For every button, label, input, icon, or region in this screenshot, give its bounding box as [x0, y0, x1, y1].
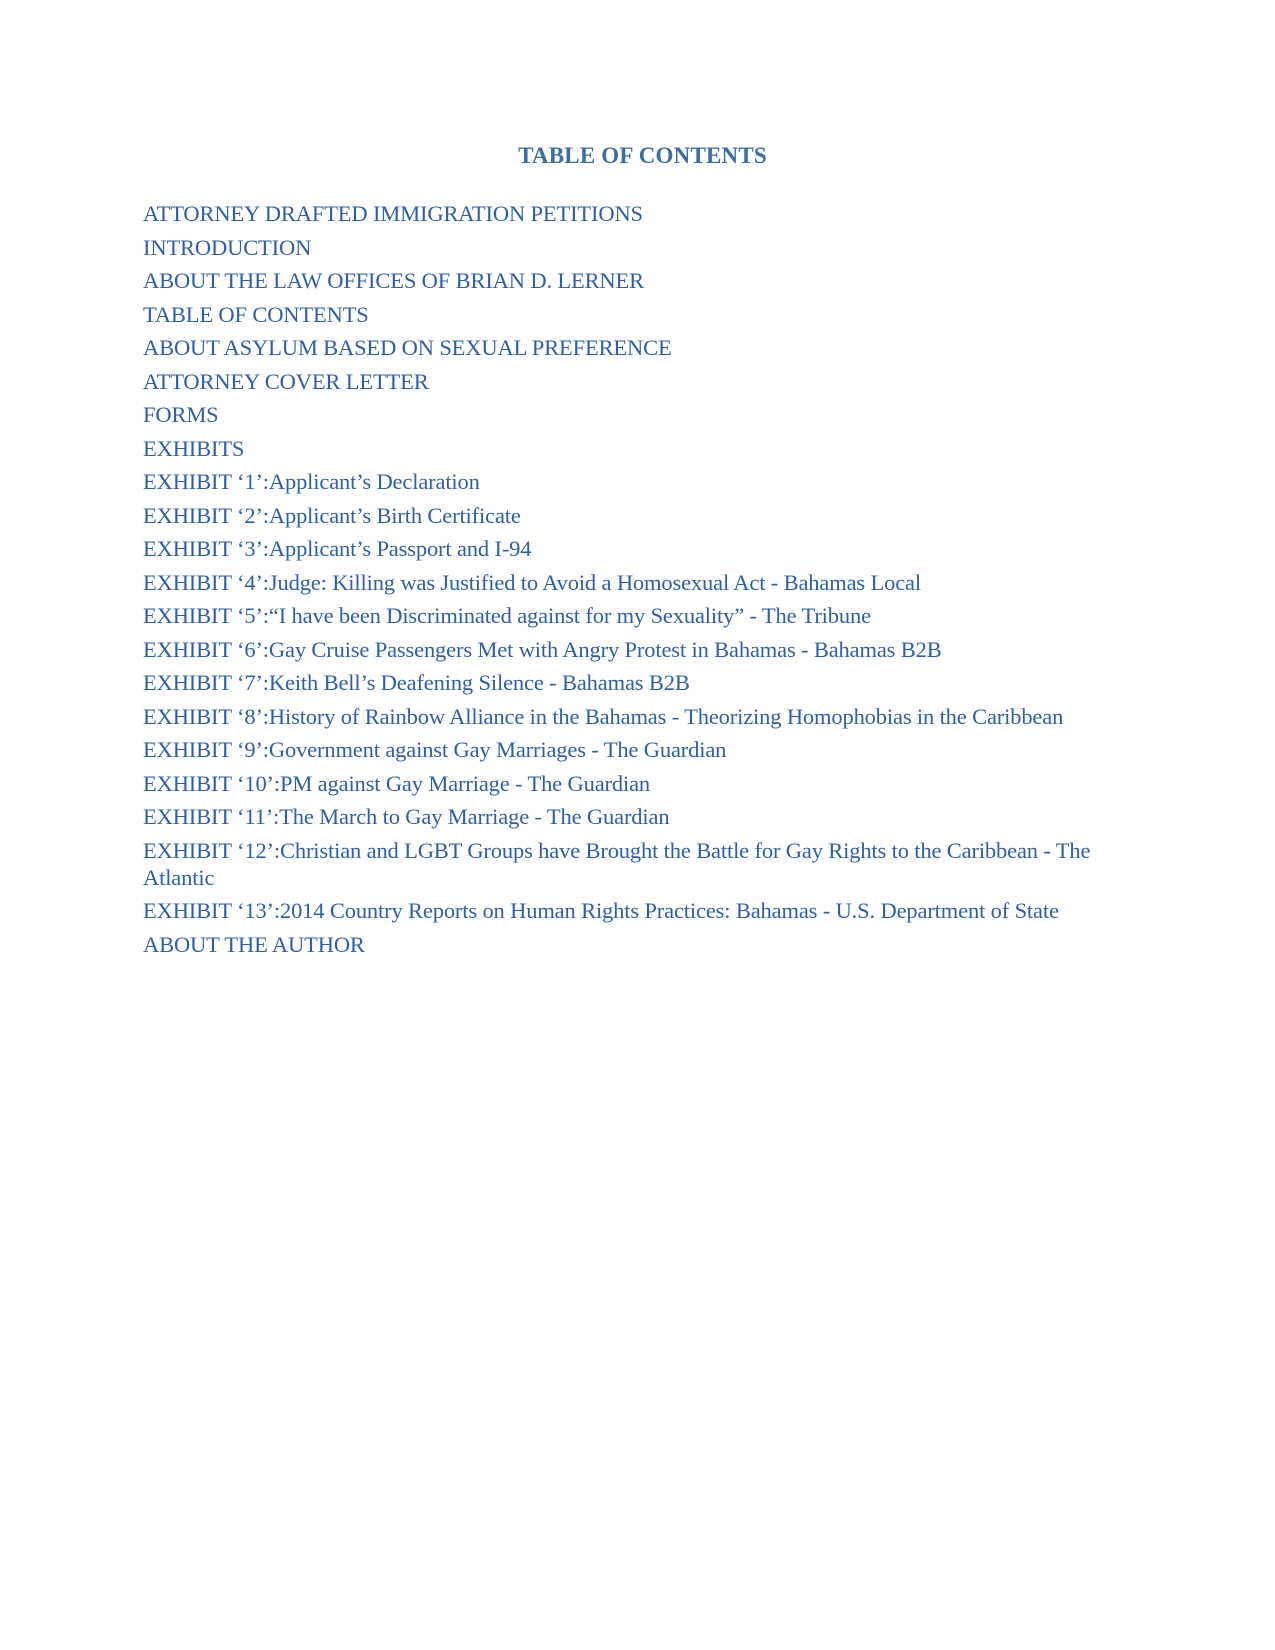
toc-link-forms[interactable]: FORMS	[143, 402, 219, 427]
toc-link-exhibit-13[interactable]: EXHIBIT ‘13’:2014 Country Reports on Human Rights Practices: Bahamas - U.S. Department of State	[143, 898, 1059, 923]
toc-link-exhibit-11[interactable]: EXHIBIT ‘11’:The March to Gay Marriage - The Guardian	[143, 804, 670, 829]
toc-link-exhibit-10[interactable]: EXHIBIT ‘10’:PM against Gay Marriage - The Guardian	[143, 770, 651, 796]
toc-link-about-asylum[interactable]: ABOUT ASYLUM BASED ON SEXUAL PREFERENCE	[143, 335, 672, 360]
toc-link-exhibit-3[interactable]: EXHIBIT ‘3’:Applicant’s Passport and I-94	[143, 536, 532, 561]
toc-link-about-the-author[interactable]: ABOUT THE AUTHOR	[143, 931, 365, 957]
toc-link-exhibit-1[interactable]: EXHIBIT ‘1’:Applicant’s Declaration	[143, 469, 480, 494]
toc-link-introduction[interactable]: INTRODUCTION	[143, 234, 312, 260]
toc-link-exhibit-6[interactable]: EXHIBIT ‘6’:Gay Cruise Passengers Met with Angry Protest in Bahamas - Bahamas B2B	[143, 636, 942, 662]
toc-link-exhibit-12[interactable]: EXHIBIT ‘12’:Christian and LGBT Groups have Brought the Battle for Gay Rights to the Caribbean - The Atlantic	[143, 837, 1091, 890]
toc-link-about-law-offices[interactable]: ABOUT THE LAW OFFICES OF BRIAN D. LERNER	[143, 268, 644, 293]
toc-link-exhibit-4[interactable]: EXHIBIT ‘4’:Judge: Killing was Justified to Avoid a Homosexual Act - Bahamas Local	[143, 569, 921, 595]
toc-link-exhibit-7[interactable]: EXHIBIT ‘7’:Keith Bell’s Deafening Silence - Bahamas B2B	[143, 670, 690, 695]
toc-heading: TABLE OF CONTENTS	[518, 143, 767, 168]
toc-link-exhibits[interactable]: EXHIBITS	[143, 435, 245, 461]
toc-link-exhibit-8[interactable]: EXHIBIT ‘8’:History of Rainbow Alliance in the Bahamas - Theorizing Homophobias in the Caribbean	[143, 703, 1064, 729]
toc-link-exhibit-2[interactable]: EXHIBIT ‘2’:Applicant’s Birth Certificate	[143, 502, 521, 528]
toc-link-exhibit-9[interactable]: EXHIBIT ‘9’:Government against Gay Marriages - The Guardian	[143, 737, 727, 762]
toc-link-table-of-contents[interactable]: TABLE OF CONTENTS	[143, 301, 369, 327]
toc-list	[143, 200, 1103, 964]
toc-link-exhibit-5[interactable]: EXHIBIT ‘5’:“I have been Discriminated against for my Sexuality” - The Tribune	[143, 603, 871, 628]
toc-link-attorney-cover-letter[interactable]: ATTORNEY COVER LETTER	[143, 368, 429, 394]
toc-link-attorney-drafted-petitions[interactable]: ATTORNEY DRAFTED IMMIGRATION PETITIONS	[143, 201, 643, 226]
